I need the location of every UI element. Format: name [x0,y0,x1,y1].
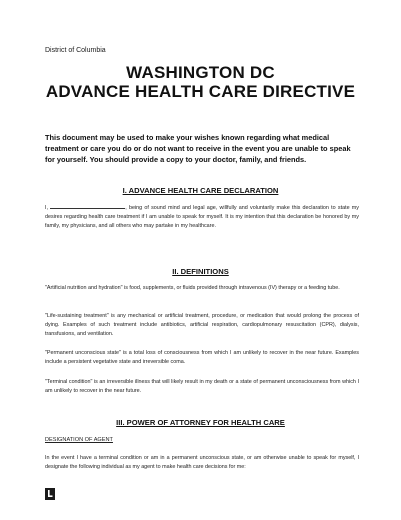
section1-heading: I. ADVANCE HEALTH CARE DECLARATION [122,186,279,195]
section2-heading: II. DEFINITIONS [172,267,229,276]
section3-heading: III. POWER OF ATTORNEY FOR HEALTH CARE [116,418,285,427]
declaration-text: , being of sound mind and legal age, willfully and voluntarily make this declaration to state my desires regarding health care treatment if I am unable to speak for myself. It is my intention that this declaration be honored by my family, my physicians, and all others who may partake in my healthcare. [45,205,359,230]
declarant-lead: I, [45,205,48,211]
designation-subheading: DESIGNATION OF AGENT [45,437,113,443]
document-title-line2: ADVANCE HEALTH CARE DIRECTIVE [45,82,356,101]
logo-icon [45,487,55,499]
definition-item: "Life-sustaining treatment" is any mechanical or artificial treatment, procedure, or medication that would prolong the process of dying. Examples of such treatment include antibiotics, artificial respiration, cardiopulmonary resuscitation (CPR), dialysis, transfusions, and ventilation. [45,313,359,338]
document-title-line1: WASHINGTON DC [126,63,275,82]
section1-paragraph [45,203,359,232]
definition-item: "Terminal condition" is an irreversible illness that will likely result in my death or a state of permanent unconsciousness from which I am unlikely to recover in the near future. [45,379,359,395]
declarant-name-blank[interactable] [50,203,125,209]
definition-item: "Artificial nutrition and hydration" is food, supplements, or fluids provided through intravenous (IV) therapy or a feeding tube. [45,285,340,291]
intro-paragraph: This document may be used to make your wishes known regarding what medical treatment or care you do or do not want to receive in the event you are unable to speak for yourself. You should provide a copy to your doctor, family, and friends. [45,133,351,164]
section3-paragraph: In the event I have a terminal condition or am in a permanent unconscious state, or am otherwise unable to speak for myself, I designate the following individual as my agent to make health care decisions for me: [45,455,359,471]
jurisdiction-label: District of Columbia [45,47,106,54]
definition-item: "Permanent unconscious state" is a total loss of consciousness from which I am unlikely to recover in the near future. Examples include a persistent vegetative state and irreversible coma. [45,350,359,366]
